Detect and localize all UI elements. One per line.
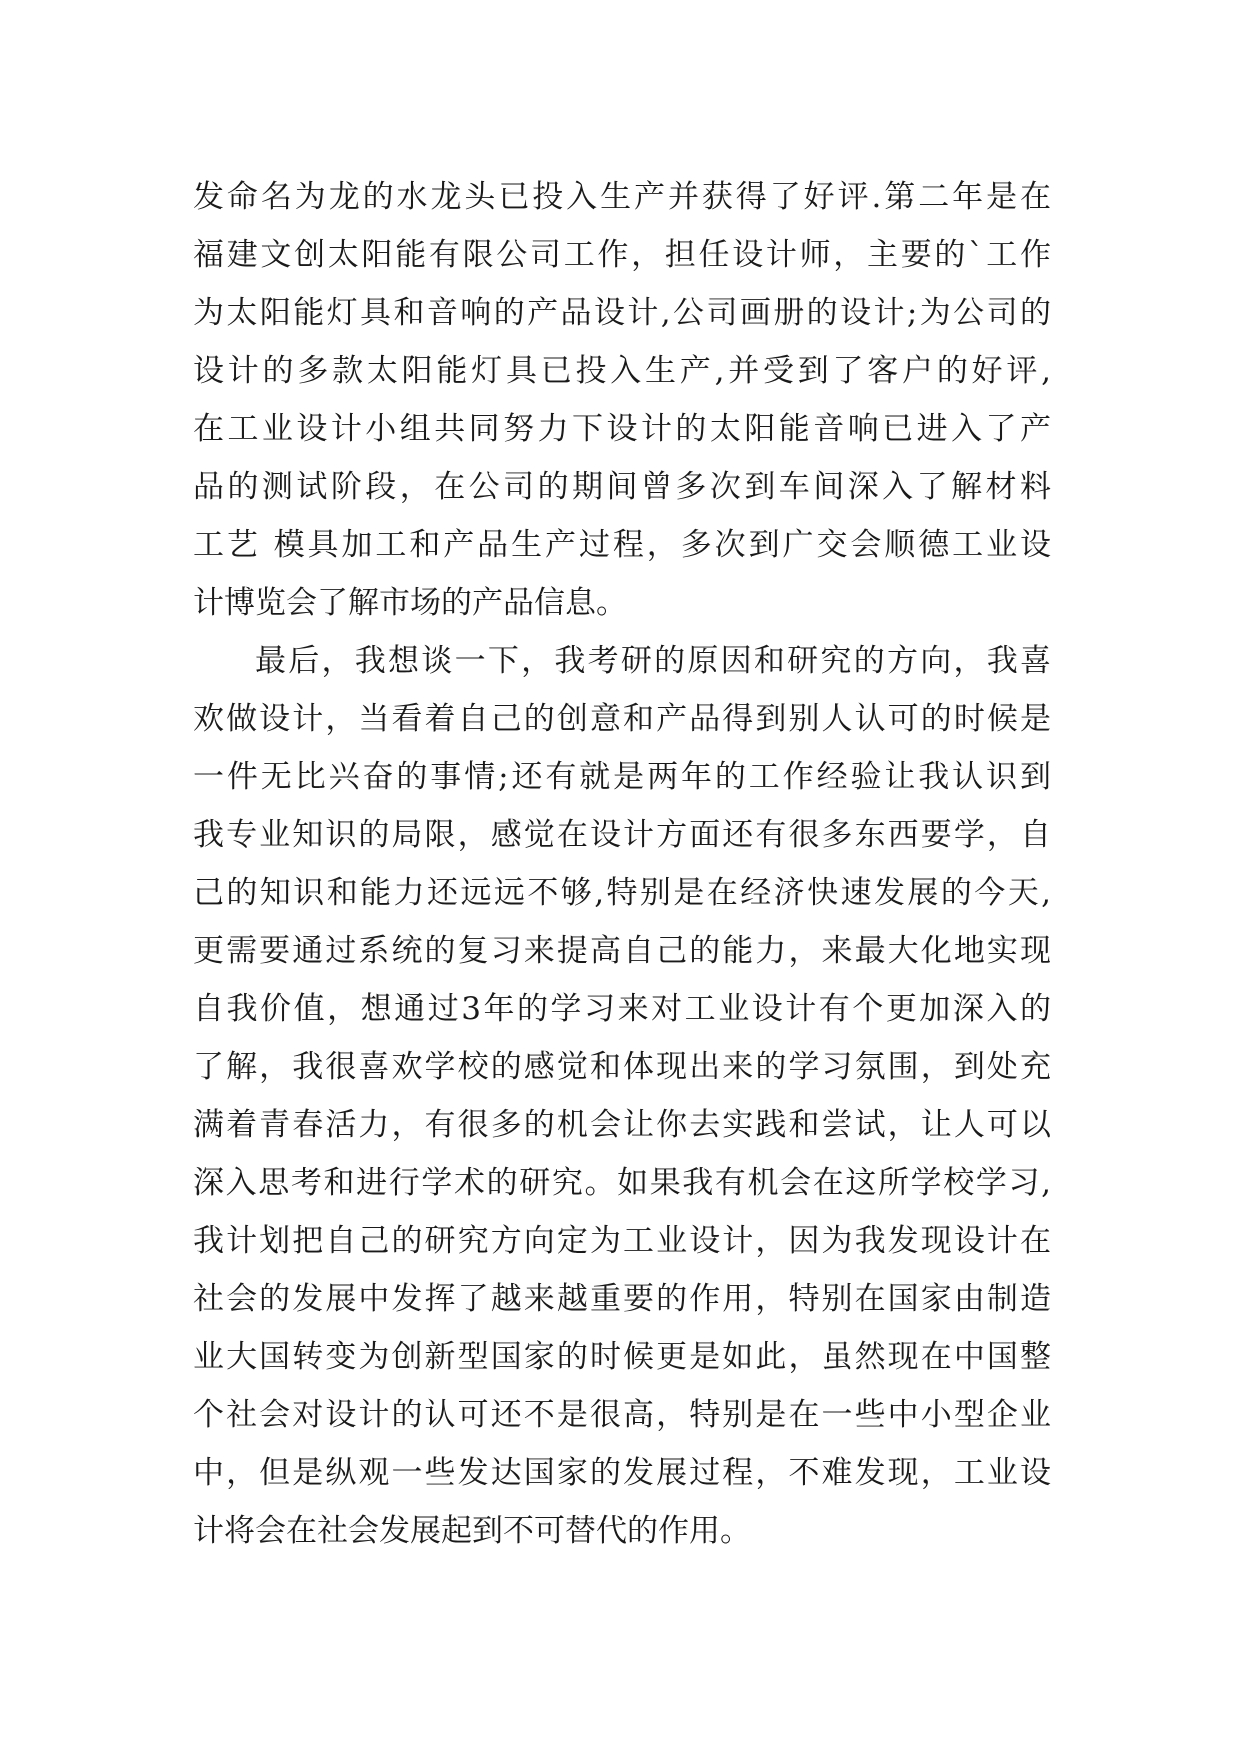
text-line: 满着青春活力，有很多的机会让你去实践和尝试，让人可以 [193,1107,1051,1143]
text-line: 计博览会了解市场的产品信息。 [193,585,627,621]
text-line: 更需要通过系统的复习来提高自己的能力，来最大化地实现 [193,933,1051,969]
text-line: 为太阳能灯具和音响的产品设计,公司画册的设计;为公司的 [193,295,1051,331]
document-body [193,168,1051,1560]
paragraph-2 [193,632,1051,1560]
text-line: 深入思考和进行学术的研究。如果我有机会在这所学校学习, [193,1165,1051,1201]
text-line: 发命名为龙的水龙头已投入生产并获得了好评.第二年是在 [193,179,1051,215]
text-line: 社会的发展中发挥了越来越重要的作用，特别在国家由制造 [193,1281,1051,1317]
text-line: 自我价值，想通过3年的学习来对工业设计有个更加深入的 [193,991,1051,1027]
text-line: 己的知识和能力还远远不够,特别是在经济快速发展的今天, [193,875,1051,911]
text-line: 中，但是纵观一些发达国家的发展过程，不难发现，工业设 [193,1455,1051,1491]
text-line: 一件无比兴奋的事情;还有就是两年的工作经验让我认识到 [193,759,1051,795]
text-line: 最后，我想谈一下，我考研的原因和研究的方向，我喜 [255,643,1051,679]
text-line: 设计的多款太阳能灯具已投入生产,并受到了客户的好评, [193,353,1051,389]
text-line: 在工业设计小组共同努力下设计的太阳能音响已进入了产 [193,411,1051,447]
text-line: 业大国转变为创新型国家的时候更是如此，虽然现在中国整 [193,1339,1051,1375]
text-line: 我计划把自己的研究方向定为工业设计，因为我发现设计在 [193,1223,1051,1259]
text-line: 欢做设计，当看着自己的创意和产品得到别人认可的时候是 [193,701,1051,737]
text-line: 工艺 模具加工和产品生产过程，多次到广交会顺德工业设 [193,527,1051,563]
text-line: 福建文创太阳能有限公司工作，担任设计师，主要的`工作 [193,237,1051,273]
text-line: 了解，我很喜欢学校的感觉和体现出来的学习氛围，到处充 [193,1049,1051,1085]
text-line: 品的测试阶段，在公司的期间曾多次到车间深入了解材料 [193,469,1051,505]
text-line: 我专业知识的局限，感觉在设计方面还有很多东西要学，自 [193,817,1051,853]
text-line: 个社会对设计的认可还不是很高，特别是在一些中小型企业 [193,1397,1051,1433]
paragraph-1 [193,168,1051,632]
text-line: 计将会在社会发展起到不可替代的作用。 [193,1513,751,1549]
